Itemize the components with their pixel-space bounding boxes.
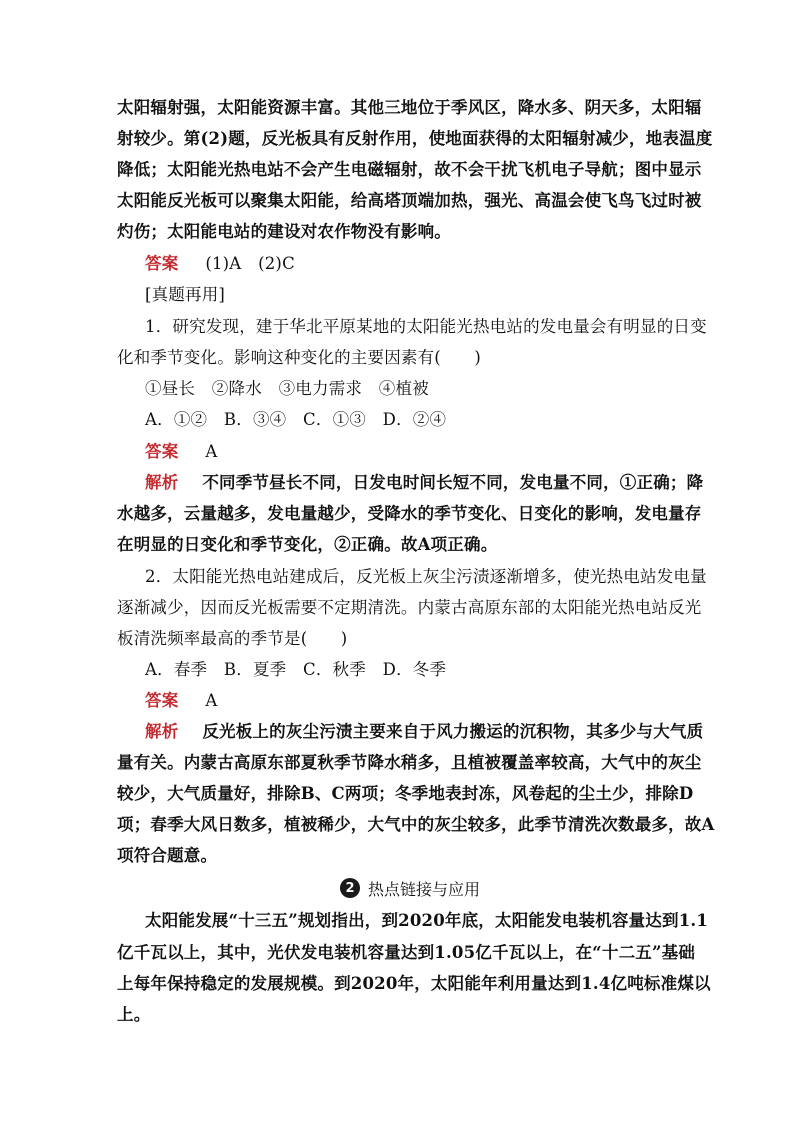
- hotspot-line-4: 上。: [117, 1005, 151, 1024]
- hotspot-line-2: 亿千瓦以上，其中，光伏发电装机容量达到1.05亿千瓦以上，在“十二五”基础: [117, 943, 696, 962]
- q2-analysis-line-1: [145, 721, 710, 743]
- q2-options: A．春季 B．夏季 C．秋季 D．冬季: [145, 660, 447, 679]
- answer-row-1: [145, 253, 710, 275]
- intro-line-1: 太阳辐射强，太阳能资源丰富。其他三地位于季风区，降水多、阴天多，太阳辐: [117, 98, 702, 117]
- intro-line-5: 灼伤；太阳能电站的建设对农作物没有影响。: [117, 222, 451, 241]
- q2-stem-line-3: 板清洗频率最高的季节是( ): [117, 629, 348, 648]
- q2-answer-row: [145, 690, 710, 712]
- answer-label: 答案: [145, 254, 179, 273]
- q1-items: ①昼长 ②降水 ③电力需求 ④植被: [145, 379, 429, 398]
- q2-stem-line-2: 逐渐减少，因而反光板需要不定期清洗。内蒙古高原东部的太阳能光热电站反光: [117, 598, 702, 617]
- q1-answer-row: [145, 441, 710, 463]
- section-number-badge: 2: [340, 878, 360, 898]
- q2-analysis-line-5: 项符合题意。: [117, 846, 218, 865]
- intro-line-2: 射较少。第(2)题，反光板具有反射作用，使地面获得的太阳辐射减少，地表温度: [117, 129, 713, 148]
- intro-line-4: 太阳能反光板可以聚集太阳能，给高塔顶端加热，强光、高温会使飞鸟飞过时被: [117, 191, 702, 210]
- q1-analysis-line-2: 水越多，云量越多，发电量越少，受降水的季节变化、日变化的影响，发电量存: [117, 504, 702, 523]
- q1-stem-line-1: 1．研究发现，建于华北平原某地的太阳能光热电站的发电量会有明显的日变: [145, 317, 707, 336]
- q1-analysis-line-1: [145, 472, 710, 494]
- intro-line-3: 降低；太阳能光热电站不会产生电磁辐射，故不会干扰飞机电子导航；图中显示: [117, 160, 702, 179]
- section-2-title: 热点链接与应用: [368, 879, 481, 899]
- q2-answer: A: [205, 691, 218, 710]
- q2-analysis-line-4: 项；春季大风日数多，植被稀少，大气中的灰尘较多，此季节清洗次数最多，故A: [117, 815, 715, 834]
- q1-stem-line-2: 化和季节变化。影响这种变化的主要因素有( ): [117, 348, 481, 367]
- q1-answer-label: 答案: [145, 442, 179, 461]
- q1-analysis-text-1: 不同季节昼长不同，日发电时间长短不同，发电量不同，①正确；降: [202, 473, 704, 492]
- q2-analysis-line-3: 较少，大气质量好，排除B、C两项；冬季地表封冻，风卷起的尘土少，排除D: [117, 784, 694, 803]
- q2-analysis-label: 解析: [145, 722, 179, 741]
- section-2-heading: [340, 876, 480, 900]
- q2-analysis-line-2: 量有关。内蒙古高原东部夏秋季节降水稍多，且植被覆盖率较高，大气中的灰尘: [117, 753, 702, 772]
- hotspot-line-3: 上每年保持稳定的发展规模。到2020年，太阳能年利用量达到1.4亿吨标准煤以: [117, 974, 711, 993]
- q1-answer: A: [205, 442, 218, 461]
- hotspot-line-1: 太阳能发展“十三五”规划指出，到2020年底，太阳能发电装机容量达到1.1: [145, 911, 709, 930]
- answer-text: (1)A (2)C: [205, 254, 295, 273]
- q2-stem-line-1: 2．太阳能光热电站建成后，反光板上灰尘污渍逐渐增多，使光热电站发电量: [145, 567, 707, 586]
- q2-analysis-text-1: 反光板上的灰尘污渍主要来自于风力搬运的沉积物，其多少与大气质: [202, 722, 704, 741]
- q1-options: A．①② B．③④ C．①③ D．②④: [145, 410, 447, 429]
- q1-analysis-label: 解析: [145, 473, 179, 492]
- review-heading: [真题再用]: [145, 285, 226, 304]
- q2-answer-label: 答案: [145, 691, 179, 710]
- q1-analysis-line-3: 在明显的日变化和季节变化，②正确。故A项正确。: [117, 535, 498, 554]
